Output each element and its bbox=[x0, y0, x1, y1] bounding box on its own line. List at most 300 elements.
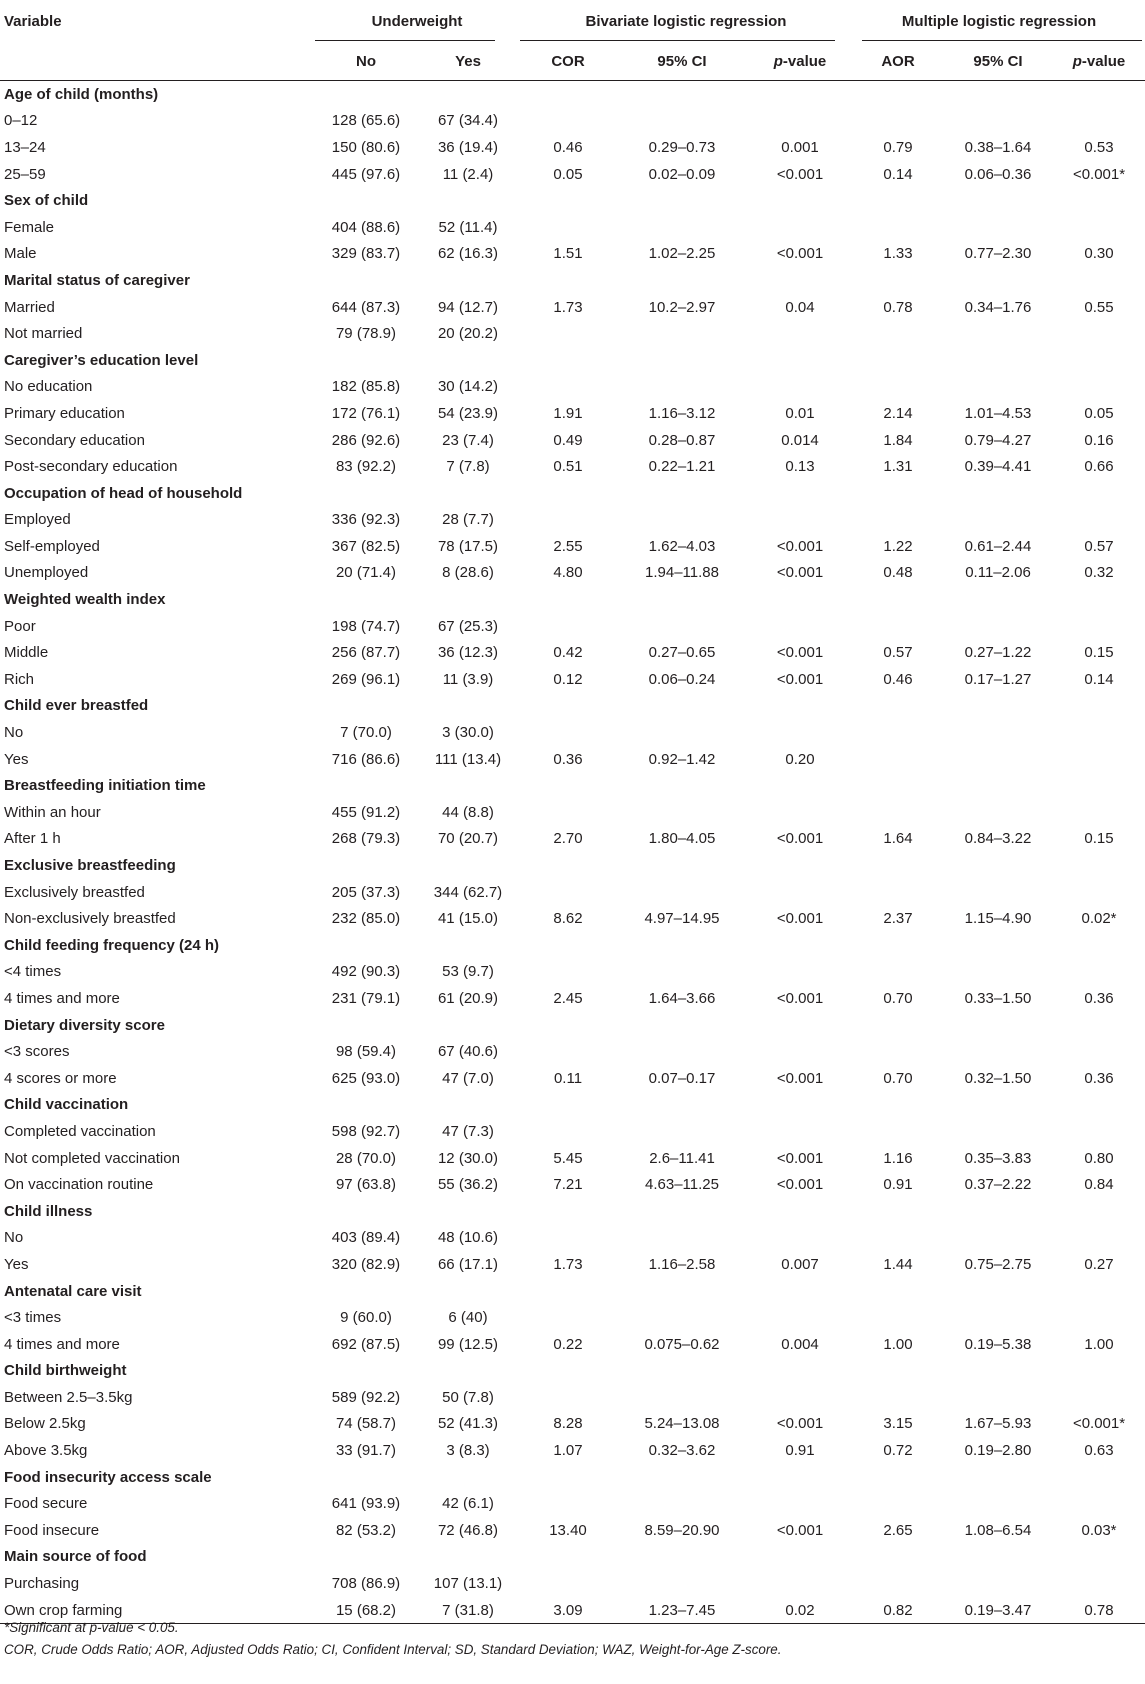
cell-ci-multiple: 0.17–1.27 bbox=[964, 670, 1032, 688]
category-label: Occupation of head of household bbox=[4, 484, 243, 502]
cell-aor bbox=[853, 507, 943, 534]
cell-ci-bivariate bbox=[617, 879, 747, 906]
row-label: Yes bbox=[4, 1255, 29, 1273]
table-row bbox=[0, 294, 1145, 321]
table-row bbox=[0, 959, 1145, 986]
cell-aor bbox=[853, 108, 943, 135]
row-label: Within an hour bbox=[4, 803, 101, 821]
cell-pvalue-multiple: 0.15 bbox=[1084, 644, 1114, 662]
cell-ci-bivariate: 1.16–3.12 bbox=[648, 404, 716, 422]
cell-cor bbox=[519, 719, 617, 746]
cell-no: 256 (87.7) bbox=[331, 644, 401, 662]
cell-aor bbox=[853, 746, 943, 773]
row-label: <3 scores bbox=[4, 1043, 70, 1061]
cell-cor bbox=[519, 959, 617, 986]
cell-no: 20 (71.4) bbox=[335, 564, 397, 582]
cell-pvalue-bivariate: <0.001 bbox=[776, 1415, 824, 1433]
category-label: Antenatal care visit bbox=[4, 1282, 142, 1300]
cell-aor: 1.16 bbox=[883, 1149, 913, 1167]
cell-aor: 1.44 bbox=[883, 1255, 913, 1273]
cell-ci-bivariate: 5.24–13.08 bbox=[644, 1415, 720, 1433]
cell-ci-multiple bbox=[943, 320, 1053, 347]
table-footnotes bbox=[4, 1617, 781, 1661]
category-row bbox=[0, 1358, 1145, 1385]
cell-pvalue-multiple: 0.02* bbox=[1081, 910, 1117, 928]
table-body bbox=[0, 81, 1145, 1624]
row-label: Between 2.5–3.5kg bbox=[4, 1388, 133, 1406]
cell-pvalue-multiple bbox=[1053, 799, 1145, 826]
table-row bbox=[0, 214, 1145, 241]
cell-ci-multiple bbox=[943, 719, 1053, 746]
cell-pvalue-bivariate bbox=[747, 1038, 853, 1065]
table-row bbox=[0, 1490, 1145, 1517]
category-row bbox=[0, 1544, 1145, 1571]
cell-pvalue-multiple: 0.80 bbox=[1084, 1149, 1114, 1167]
row-label: 4 times and more bbox=[4, 989, 120, 1007]
cell-pvalue-bivariate: 0.04 bbox=[785, 298, 815, 316]
cell-yes: 36 (19.4) bbox=[437, 138, 499, 156]
cell-aor: 2.65 bbox=[883, 1521, 913, 1539]
cell-ci-bivariate bbox=[617, 214, 747, 241]
cell-pvalue-multiple: 0.03* bbox=[1081, 1521, 1117, 1539]
cell-pvalue-bivariate bbox=[747, 879, 853, 906]
cell-aor bbox=[853, 1118, 943, 1145]
cell-pvalue-bivariate: <0.001 bbox=[776, 165, 824, 183]
row-label: Not completed vaccination bbox=[4, 1149, 180, 1167]
cell-aor: 0.70 bbox=[883, 989, 913, 1007]
cell-aor: 2.14 bbox=[883, 404, 913, 422]
cell-ci-multiple: 0.39–4.41 bbox=[964, 458, 1032, 476]
table-row bbox=[0, 1331, 1145, 1358]
cell-aor bbox=[853, 959, 943, 986]
cell-aor bbox=[853, 1304, 943, 1331]
header-empty bbox=[0, 42, 315, 81]
cell-yes: 11 (2.4) bbox=[442, 165, 494, 183]
table-row bbox=[0, 826, 1145, 853]
table-row bbox=[0, 400, 1145, 427]
header-row-groups bbox=[0, 0, 1145, 42]
cell-ci-multiple: 0.79–4.27 bbox=[964, 431, 1032, 449]
row-label: Food secure bbox=[4, 1495, 88, 1513]
cell-aor bbox=[853, 320, 943, 347]
cell-ci-multiple bbox=[943, 879, 1053, 906]
header-row-columns bbox=[0, 42, 1145, 81]
cell-aor: 1.22 bbox=[883, 537, 913, 555]
cell-cor: 7.21 bbox=[553, 1176, 583, 1194]
cell-pvalue-multiple: 0.15 bbox=[1084, 830, 1114, 848]
category-label: Exclusive breastfeeding bbox=[4, 857, 176, 875]
table-row bbox=[0, 639, 1145, 666]
cell-pvalue-bivariate bbox=[747, 613, 853, 640]
cell-yes: 28 (7.7) bbox=[442, 511, 494, 529]
row-label: Self-employed bbox=[4, 537, 100, 555]
cell-pvalue-bivariate: 0.91 bbox=[785, 1442, 815, 1460]
cell-aor: 0.82 bbox=[853, 1597, 943, 1624]
cell-pvalue-bivariate: <0.001 bbox=[776, 564, 824, 582]
cell-pvalue-bivariate bbox=[747, 799, 853, 826]
cell-yes: 55 (36.2) bbox=[437, 1176, 499, 1194]
cell-aor: 0.14 bbox=[883, 165, 913, 183]
cell-yes: 94 (12.7) bbox=[437, 298, 499, 316]
category-row bbox=[0, 267, 1145, 294]
cell-no: 205 (37.3) bbox=[331, 883, 401, 901]
cell-pvalue-multiple: 0.27 bbox=[1084, 1255, 1114, 1273]
cell-ci-multiple: 0.37–2.22 bbox=[964, 1176, 1032, 1194]
cell-ci-bivariate: 1.02–2.25 bbox=[648, 245, 716, 263]
cell-cor: 0.22 bbox=[553, 1335, 583, 1353]
category-row bbox=[0, 1278, 1145, 1305]
cell-aor bbox=[853, 1225, 943, 1252]
cell-ci-multiple bbox=[943, 214, 1053, 241]
row-label: Own crop farming bbox=[0, 1597, 315, 1624]
cell-aor: 0.91 bbox=[883, 1176, 913, 1194]
cell-yes: 344 (62.7) bbox=[433, 883, 503, 901]
cell-aor bbox=[853, 799, 943, 826]
cell-pvalue-bivariate: <0.001 bbox=[776, 670, 824, 688]
cell-no: 641 (93.9) bbox=[331, 1495, 401, 1513]
cell-pvalue-bivariate: 0.01 bbox=[785, 404, 815, 422]
cell-ci-multiple bbox=[943, 1384, 1053, 1411]
cell-no: 445 (97.6) bbox=[331, 165, 401, 183]
cell-ci-multiple: 0.33–1.50 bbox=[964, 989, 1032, 1007]
cell-yes: 42 (6.1) bbox=[442, 1495, 494, 1513]
cell-ci-bivariate bbox=[617, 1570, 747, 1597]
cell-ci-bivariate bbox=[617, 374, 747, 401]
table-row bbox=[0, 320, 1145, 347]
cell-aor bbox=[853, 613, 943, 640]
cell-ci-multiple: 0.84–3.22 bbox=[964, 830, 1032, 848]
cell-cor: 0.49 bbox=[553, 431, 583, 449]
row-label: Yes bbox=[4, 750, 29, 768]
cell-cor: 0.51 bbox=[553, 458, 583, 476]
cell-no: 367 (82.5) bbox=[331, 537, 401, 555]
table-row bbox=[0, 1118, 1145, 1145]
cell-pvalue-bivariate: <0.001 bbox=[776, 1069, 824, 1087]
cell-aor: 0.70 bbox=[883, 1069, 913, 1087]
cell-pvalue-multiple bbox=[1053, 719, 1145, 746]
cell-aor: 1.33 bbox=[883, 245, 913, 263]
cell-pvalue-multiple: 0.32 bbox=[1084, 564, 1114, 582]
cell-cor bbox=[519, 1384, 617, 1411]
header-cor: COR bbox=[551, 52, 585, 70]
cell-ci-bivariate: 0.27–0.65 bbox=[648, 644, 716, 662]
cell-ci-multiple bbox=[943, 613, 1053, 640]
cell-cor: 1.51 bbox=[553, 245, 583, 263]
cell-cor: 2.45 bbox=[553, 989, 583, 1007]
cell-no: 83 (92.2) bbox=[335, 458, 397, 476]
cell-yes: 62 (16.3) bbox=[437, 245, 499, 263]
cell-ci-bivariate bbox=[617, 1304, 747, 1331]
cell-ci-multiple: 0.19–3.47 bbox=[943, 1597, 1053, 1624]
footnote-significance: *Significant at p-value < 0.05. bbox=[4, 1620, 179, 1635]
cell-ci-bivariate: 0.28–0.87 bbox=[648, 431, 716, 449]
cell-pvalue-bivariate: 0.004 bbox=[781, 1335, 819, 1353]
cell-pvalue-bivariate: <0.001 bbox=[776, 989, 824, 1007]
cell-pvalue-multiple bbox=[1053, 1225, 1145, 1252]
cell-aor: 0.48 bbox=[883, 564, 913, 582]
cell-pvalue-multiple: 0.14 bbox=[1084, 670, 1114, 688]
cell-pvalue-bivariate bbox=[747, 374, 853, 401]
cell-cor: 0.46 bbox=[553, 138, 583, 156]
cell-pvalue-bivariate: 0.02 bbox=[747, 1597, 853, 1624]
cell-pvalue-multiple bbox=[1053, 214, 1145, 241]
cell-yes: 47 (7.3) bbox=[442, 1122, 494, 1140]
cell-ci-multiple: 0.19–5.38 bbox=[964, 1335, 1032, 1353]
cell-ci-multiple: 0.75–2.75 bbox=[964, 1255, 1032, 1273]
cell-ci-multiple bbox=[943, 1490, 1053, 1517]
cell-ci-multiple: 0.38–1.64 bbox=[964, 138, 1032, 156]
cell-yes: 67 (34.4) bbox=[437, 112, 499, 130]
cell-yes: 72 (46.8) bbox=[437, 1521, 499, 1539]
cell-ci-bivariate bbox=[617, 507, 747, 534]
cell-ci-multiple: 0.27–1.22 bbox=[964, 644, 1032, 662]
row-label: Non-exclusively breastfed bbox=[4, 910, 176, 928]
category-row bbox=[0, 480, 1145, 507]
cell-yes: 47 (7.0) bbox=[442, 1069, 494, 1087]
header-ci-bivariate: 95% CI bbox=[657, 52, 707, 70]
header-variable: Variable bbox=[4, 12, 62, 30]
cell-pvalue-bivariate: <0.001 bbox=[776, 1176, 824, 1194]
cell-yes: 53 (9.7) bbox=[442, 963, 494, 981]
cell-no: 329 (83.7) bbox=[331, 245, 401, 263]
cell-aor: 0.78 bbox=[883, 298, 913, 316]
cell-yes: 20 (20.2) bbox=[437, 325, 499, 343]
table-row bbox=[0, 1384, 1145, 1411]
row-label: On vaccination routine bbox=[4, 1176, 154, 1194]
cell-ci-bivariate bbox=[617, 799, 747, 826]
cell-no: 79 (78.9) bbox=[335, 325, 397, 343]
cell-pvalue-multiple: 0.30 bbox=[1084, 245, 1114, 263]
header-bivariate: Bivariate logistic regression bbox=[585, 12, 787, 30]
header-pvalue-multiple-p: p bbox=[1072, 52, 1082, 70]
cell-ci-multiple bbox=[943, 959, 1053, 986]
header-pvalue-bivariate-rest: -value bbox=[782, 52, 827, 70]
cell-cor bbox=[519, 320, 617, 347]
cell-yes: 67 (25.3) bbox=[437, 617, 499, 635]
table-row bbox=[0, 746, 1145, 773]
cell-cor bbox=[519, 1225, 617, 1252]
cell-pvalue-multiple bbox=[1053, 1384, 1145, 1411]
table-row bbox=[0, 560, 1145, 587]
cell-ci-bivariate: 0.06–0.24 bbox=[648, 670, 716, 688]
cell-ci-bivariate: 1.64–3.66 bbox=[648, 989, 716, 1007]
cell-no: 33 (91.7) bbox=[335, 1442, 397, 1460]
cell-pvalue-bivariate: 0.20 bbox=[785, 750, 815, 768]
cell-pvalue-bivariate: <0.001 bbox=[776, 245, 824, 263]
row-label: Middle bbox=[4, 644, 49, 662]
cell-cor bbox=[519, 879, 617, 906]
table-row bbox=[0, 1570, 1145, 1597]
table-row bbox=[0, 1038, 1145, 1065]
cell-no: 492 (90.3) bbox=[331, 963, 401, 981]
cell-cor: 2.70 bbox=[553, 830, 583, 848]
header-pvalue-bivariate bbox=[747, 42, 853, 81]
cell-ci-multiple: 0.11–2.06 bbox=[965, 564, 1031, 582]
cell-yes: 54 (23.9) bbox=[437, 404, 499, 422]
row-label: Exclusively breastfed bbox=[4, 883, 145, 901]
row-label: 25–59 bbox=[4, 165, 46, 183]
cell-yes: 6 (40) bbox=[448, 1309, 488, 1327]
cell-pvalue-multiple bbox=[1053, 959, 1145, 986]
cell-ci-multiple: 1.15–4.90 bbox=[964, 910, 1032, 928]
cell-pvalue-multiple: 0.63 bbox=[1084, 1442, 1114, 1460]
row-label: Below 2.5kg bbox=[4, 1415, 86, 1433]
cell-pvalue-bivariate: <0.001 bbox=[776, 537, 824, 555]
cell-pvalue-multiple bbox=[1053, 108, 1145, 135]
cell-ci-multiple: 0.19–2.80 bbox=[964, 1442, 1032, 1460]
table-row bbox=[0, 613, 1145, 640]
cell-aor bbox=[853, 1570, 943, 1597]
cell-no: 692 (87.5) bbox=[331, 1335, 401, 1353]
cell-no: 82 (53.2) bbox=[335, 1521, 397, 1539]
cell-pvalue-multiple: 0.53 bbox=[1084, 138, 1114, 156]
cell-pvalue-multiple: 0.36 bbox=[1084, 989, 1114, 1007]
cell-pvalue-multiple: 0.84 bbox=[1084, 1176, 1114, 1194]
cell-ci-bivariate: 1.62–4.03 bbox=[648, 537, 716, 555]
cell-aor: 3.15 bbox=[883, 1415, 913, 1433]
cell-cor: 1.91 bbox=[553, 404, 583, 422]
row-label: Employed bbox=[4, 511, 71, 529]
cell-cor: 4.80 bbox=[553, 564, 583, 582]
table-row bbox=[0, 453, 1145, 480]
cell-cor bbox=[519, 507, 617, 534]
cell-yes: 66 (17.1) bbox=[437, 1255, 499, 1273]
category-row bbox=[0, 1464, 1145, 1491]
table-row bbox=[0, 161, 1145, 188]
cell-yes: 30 (14.2) bbox=[437, 378, 499, 396]
cell-yes: 11 (3.9) bbox=[442, 670, 494, 688]
cell-pvalue-multiple bbox=[1053, 613, 1145, 640]
table-row bbox=[0, 1304, 1145, 1331]
cell-ci-bivariate bbox=[617, 1225, 747, 1252]
cell-cor bbox=[519, 1304, 617, 1331]
cell-ci-multiple bbox=[943, 799, 1053, 826]
cell-cor bbox=[519, 374, 617, 401]
cell-ci-multiple: 0.32–1.50 bbox=[964, 1069, 1032, 1087]
row-label: No education bbox=[4, 378, 93, 396]
row-label: After 1 h bbox=[4, 830, 61, 848]
cell-pvalue-bivariate: <0.001 bbox=[776, 1521, 824, 1539]
row-label: Female bbox=[4, 218, 55, 236]
cell-ci-bivariate bbox=[617, 1118, 747, 1145]
cell-pvalue-multiple: 0.57 bbox=[1084, 537, 1114, 555]
header-multiple: Multiple logistic regression bbox=[901, 12, 1097, 30]
cell-pvalue-bivariate: 0.13 bbox=[785, 458, 815, 476]
cell-ci-bivariate bbox=[617, 1490, 747, 1517]
cell-aor: 1.00 bbox=[883, 1335, 913, 1353]
cell-yes: 7 (7.8) bbox=[446, 458, 490, 476]
cell-pvalue-bivariate bbox=[747, 1384, 853, 1411]
category-label: Caregiver’s education level bbox=[4, 351, 199, 369]
cell-ci-bivariate bbox=[617, 1384, 747, 1411]
row-label: Completed vaccination bbox=[4, 1122, 156, 1140]
cell-cor bbox=[519, 1118, 617, 1145]
cell-yes: 70 (20.7) bbox=[437, 830, 499, 848]
cell-pvalue-bivariate: <0.001 bbox=[776, 644, 824, 662]
cell-yes: 78 (17.5) bbox=[437, 537, 499, 555]
cell-pvalue-bivariate: 0.001 bbox=[781, 138, 819, 156]
cell-aor bbox=[853, 879, 943, 906]
category-label: Child ever breastfed bbox=[4, 697, 149, 715]
category-row bbox=[0, 772, 1145, 799]
table-row bbox=[0, 1145, 1145, 1172]
row-label: 0–12 bbox=[4, 112, 38, 130]
cell-yes: 107 (13.1) bbox=[433, 1575, 503, 1593]
category-label: Child birthweight bbox=[4, 1362, 127, 1380]
cell-ci-bivariate: 1.23–7.45 bbox=[617, 1597, 747, 1624]
cell-aor bbox=[853, 719, 943, 746]
cell-no: 198 (74.7) bbox=[331, 617, 401, 635]
cell-no: 172 (76.1) bbox=[331, 404, 401, 422]
cell-aor: 1.84 bbox=[883, 431, 913, 449]
cell-ci-bivariate bbox=[617, 108, 747, 135]
table-row bbox=[0, 1437, 1145, 1464]
cell-no: 269 (96.1) bbox=[331, 670, 401, 688]
underweight-underline bbox=[315, 40, 495, 41]
header-yes: Yes bbox=[455, 52, 481, 70]
cell-yes: 23 (7.4) bbox=[442, 431, 494, 449]
category-row bbox=[0, 1198, 1145, 1225]
cell-ci-bivariate: 4.63–11.25 bbox=[645, 1176, 719, 1194]
cell-ci-bivariate: 0.22–1.21 bbox=[648, 458, 716, 476]
category-row bbox=[0, 1092, 1145, 1119]
cell-ci-bivariate: 1.16–2.58 bbox=[648, 1255, 716, 1273]
table-row bbox=[0, 108, 1145, 135]
cell-ci-multiple bbox=[943, 1118, 1053, 1145]
category-label: Main source of food bbox=[4, 1548, 147, 1566]
row-label: Poor bbox=[4, 617, 36, 635]
table-row bbox=[0, 666, 1145, 693]
cell-pvalue-bivariate bbox=[747, 959, 853, 986]
cell-pvalue-multiple: 0.05 bbox=[1084, 404, 1114, 422]
cell-ci-multiple: 0.35–3.83 bbox=[964, 1149, 1032, 1167]
cell-yes: 52 (11.4) bbox=[438, 218, 498, 236]
table-row bbox=[0, 1225, 1145, 1252]
cell-pvalue-bivariate bbox=[747, 1304, 853, 1331]
category-label: Weighted wealth index bbox=[4, 591, 166, 609]
category-label: Age of child (months) bbox=[4, 85, 159, 103]
header-aor: AOR bbox=[881, 52, 915, 70]
cell-no: 644 (87.3) bbox=[331, 298, 401, 316]
category-row bbox=[0, 81, 1145, 108]
cell-cor bbox=[519, 108, 617, 135]
cell-no: 150 (80.6) bbox=[331, 138, 401, 156]
table-row bbox=[0, 1411, 1145, 1438]
cell-ci-bivariate: 0.07–0.17 bbox=[648, 1069, 716, 1087]
header-pvalue-bivariate-p: p bbox=[773, 52, 783, 70]
cell-ci-bivariate: 0.02–0.09 bbox=[648, 165, 716, 183]
category-row bbox=[0, 187, 1145, 214]
cell-aor: 1.64 bbox=[883, 830, 913, 848]
cell-ci-multiple bbox=[943, 1038, 1053, 1065]
category-row bbox=[0, 852, 1145, 879]
cell-ci-multiple: 0.06–0.36 bbox=[964, 165, 1032, 183]
cell-ci-bivariate: 0.92–1.42 bbox=[648, 750, 716, 768]
cell-no: 708 (86.9) bbox=[331, 1575, 401, 1593]
cell-ci-multiple bbox=[943, 1304, 1053, 1331]
cell-no: 231 (79.1) bbox=[331, 989, 401, 1007]
cell-ci-multiple bbox=[943, 374, 1053, 401]
cell-pvalue-multiple bbox=[1053, 1304, 1145, 1331]
row-label: 4 scores or more bbox=[4, 1069, 117, 1087]
cell-ci-multiple bbox=[943, 1570, 1053, 1597]
table-row bbox=[0, 1251, 1145, 1278]
cell-pvalue-bivariate bbox=[747, 719, 853, 746]
row-label: Purchasing bbox=[4, 1575, 80, 1593]
cell-pvalue-bivariate bbox=[747, 1490, 853, 1517]
cell-ci-bivariate: 10.2–2.97 bbox=[648, 298, 716, 316]
category-label: Marital status of caregiver bbox=[4, 271, 190, 289]
